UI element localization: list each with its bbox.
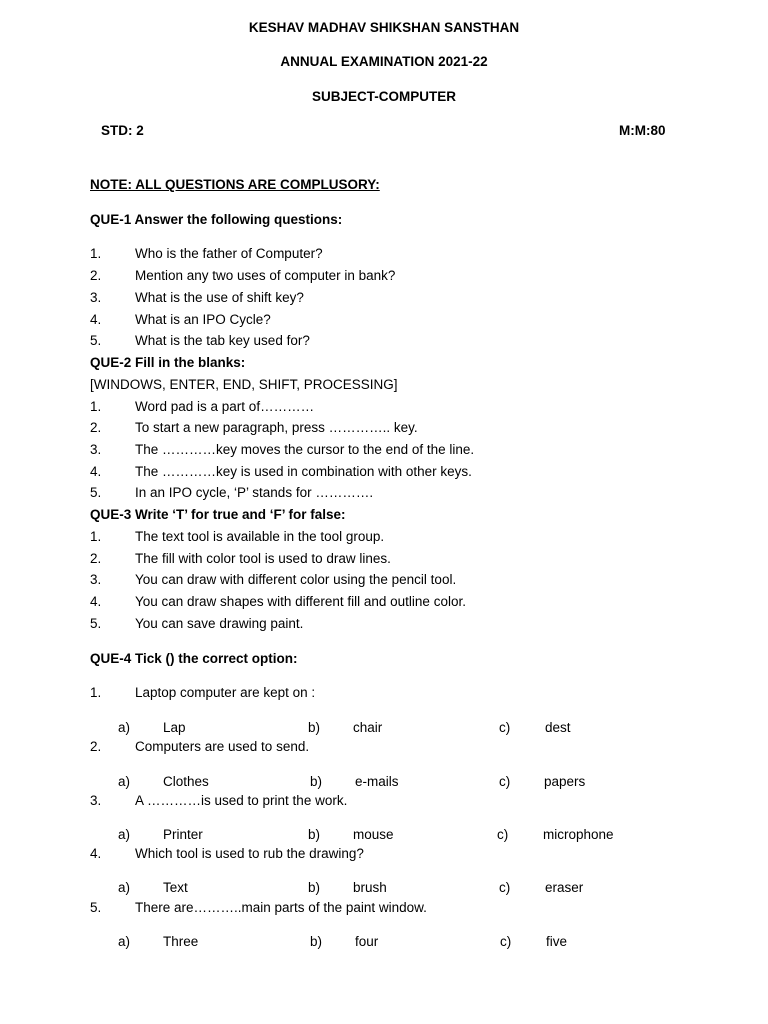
q1-title: QUE-1 Answer the following questions:	[90, 212, 343, 227]
option-a-text: Text	[163, 880, 188, 895]
q3-item-number: 1.	[90, 529, 102, 544]
option-b-text: four	[355, 934, 379, 949]
option-a-label: a)	[118, 880, 131, 895]
q4-item-number: 5.	[90, 900, 102, 915]
q3-item-text: You can draw with different color using the pencil tool.	[135, 572, 457, 587]
option-c-label: c)	[499, 720, 511, 735]
option-a-text: Printer	[163, 827, 203, 842]
q1-item-text: Mention any two uses of computer in bank?	[135, 268, 396, 283]
q4-item-number: 4.	[90, 846, 102, 861]
option-b-text: mouse	[353, 827, 394, 842]
q2-item-number: 4.	[90, 464, 102, 479]
option-b-label: b)	[310, 774, 323, 789]
q4-item-text: Laptop computer are kept on :	[135, 685, 316, 700]
q3-item-text: You can save drawing paint.	[135, 616, 304, 631]
q2-item-text: The …………key moves the cursor to the end of the line.	[135, 442, 475, 457]
q4-title: QUE-4 Tick () the correct option:	[90, 651, 298, 666]
option-a-text: Clothes	[163, 774, 209, 789]
q3-item-number: 4.	[90, 594, 102, 609]
option-b-label: b)	[308, 880, 321, 895]
q2-item-number: 1.	[90, 399, 102, 414]
q1-item-text: What is the tab key used for?	[135, 333, 310, 348]
max-marks: M:M:80	[619, 123, 666, 138]
q1-item-number: 3.	[90, 290, 102, 305]
option-a-text: Three	[163, 934, 199, 949]
school-name: KESHAV MADHAV SHIKSHAN SANSTHAN	[248, 20, 520, 35]
q4-item-number: 2.	[90, 739, 102, 754]
option-a-label: a)	[118, 934, 131, 949]
option-b-label: b)	[310, 934, 323, 949]
q3-item-number: 2.	[90, 551, 102, 566]
q2-item-text: Word pad is a part of…………	[135, 399, 315, 414]
option-a-label: a)	[118, 774, 131, 789]
option-c-text: eraser	[545, 880, 584, 895]
q4-item-text: Which tool is used to rub the drawing?	[135, 846, 364, 861]
q2-item-text: The …………key is used in combination with other keys.	[135, 464, 472, 479]
std-label: STD: 2	[101, 123, 144, 138]
q1-item-number: 2.	[90, 268, 102, 283]
q4-item-number: 1.	[90, 685, 102, 700]
q3-title: QUE-3 Write ‘T’ for true and ‘F’ for false:	[90, 507, 346, 522]
q3-item-number: 5.	[90, 616, 102, 631]
option-a-label: a)	[118, 827, 131, 842]
q2-title: QUE-2 Fill in the blanks:	[90, 355, 246, 370]
option-b-label: b)	[308, 720, 321, 735]
q4-item-number: 3.	[90, 793, 102, 808]
exam-title: ANNUAL EXAMINATION 2021-22	[280, 54, 488, 69]
option-c-text: microphone	[543, 827, 614, 842]
option-a-text: Lap	[163, 720, 186, 735]
q4-item-text: There are………..main parts of the paint window.	[135, 900, 427, 915]
q1-item-number: 4.	[90, 312, 102, 327]
option-c-label: c)	[499, 774, 511, 789]
q2-item-text: In an IPO cycle, ‘P’ stands for ………….	[135, 485, 374, 500]
option-c-text: five	[546, 934, 568, 949]
q2-item-number: 5.	[90, 485, 102, 500]
q2-item-text: To start a new paragraph, press ………….. key.	[135, 420, 418, 435]
subject-title: SUBJECT-COMPUTER	[311, 89, 456, 104]
q3-item-text: The text tool is available in the tool group.	[135, 529, 385, 544]
q3-item-text: The fill with color tool is used to draw lines.	[135, 551, 391, 566]
note: NOTE: ALL QUESTIONS ARE COMPLUSORY:	[90, 177, 380, 192]
q4-item-text: Computers are used to send.	[135, 739, 310, 754]
option-c-label: c)	[497, 827, 509, 842]
option-b-text: chair	[353, 720, 383, 735]
option-b-text: e-mails	[355, 774, 399, 789]
q3-item-text: You can draw shapes with different fill and outline color.	[135, 594, 466, 609]
q1-item-number: 1.	[90, 246, 102, 261]
q1-item-number: 5.	[90, 333, 102, 348]
option-a-label: a)	[118, 720, 131, 735]
q2-item-number: 3.	[90, 442, 102, 457]
option-c-text: papers	[544, 774, 586, 789]
q3-item-number: 3.	[90, 572, 102, 587]
option-b-label: b)	[308, 827, 321, 842]
q4-item-text: A …………is used to print the work.	[135, 793, 348, 808]
q1-item-text: What is the use of shift key?	[135, 290, 304, 305]
option-c-label: c)	[500, 934, 512, 949]
q2-word-bank: [WINDOWS, ENTER, END, SHIFT, PROCESSING]	[90, 377, 398, 392]
option-c-label: c)	[499, 880, 511, 895]
option-c-text: dest	[545, 720, 571, 735]
option-b-text: brush	[353, 880, 387, 895]
q1-item-text: What is an IPO Cycle?	[135, 312, 271, 327]
q2-item-number: 2.	[90, 420, 102, 435]
q1-item-text: Who is the father of Computer?	[135, 246, 323, 261]
